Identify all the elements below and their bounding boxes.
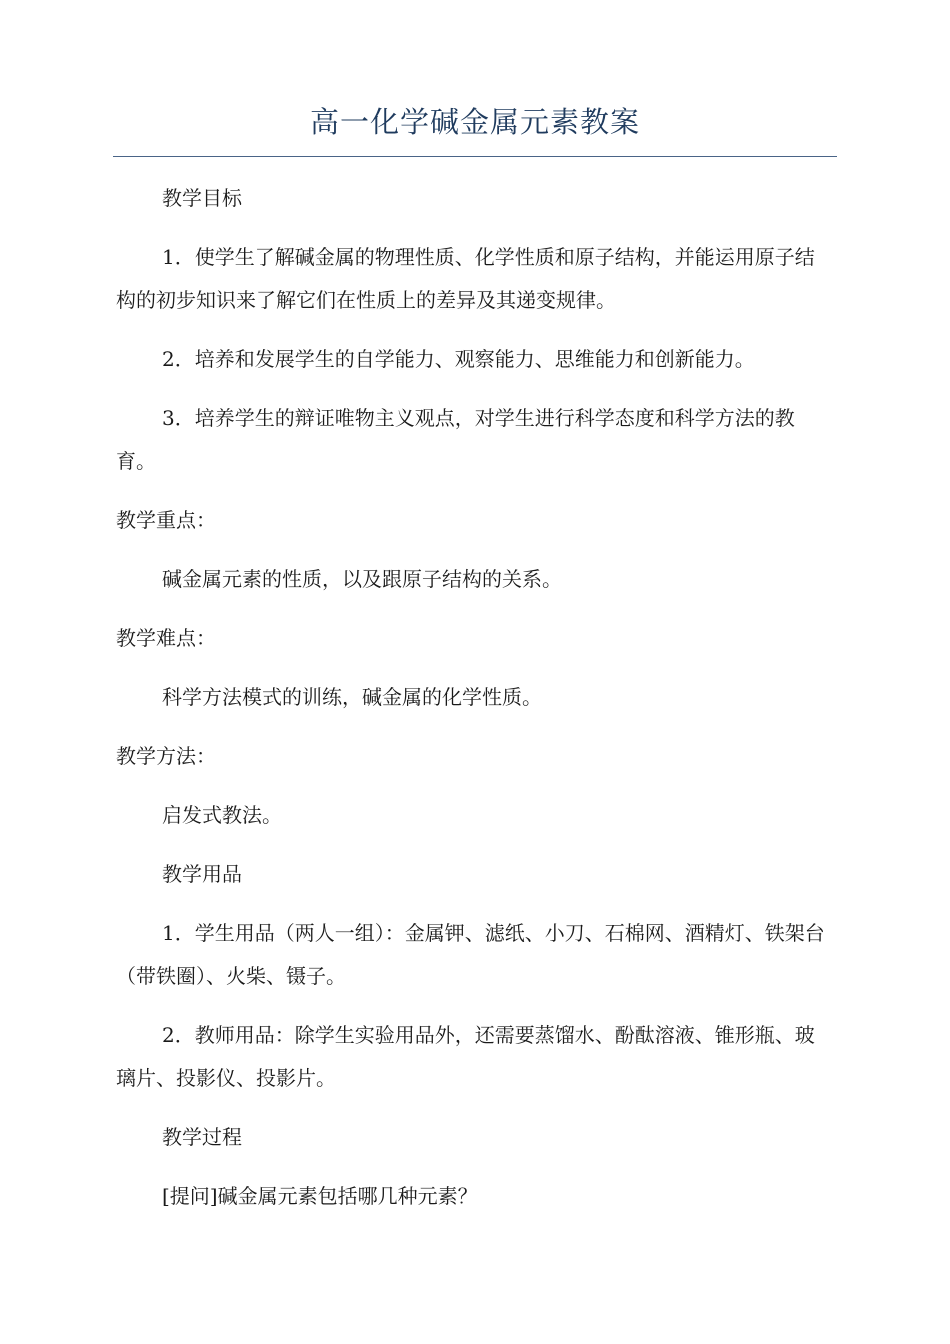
paragraph-teacher-materials: 2．教师用品：除学生实验用品外，还需要蒸馏水、酚酞溶液、锥形瓶、玻璃片、投影仪、投影片。 [116,1023,815,1090]
paragraph-difficulties-heading: 教学难点： [116,626,216,650]
paragraph-teaching-goals-heading: 教学目标 [162,186,242,210]
paragraph-goal-2: 2．培养和发展学生的自学能力、观察能力、思维能力和创新能力。 [162,347,755,371]
paragraph-materials-heading: 教学用品 [162,862,242,886]
paragraph-goal-1: 1．使学生了解碱金属的物理性质、化学性质和原子结构，并能运用原子结构的初步知识来了解它们在性质上的差异及其递变规律。 [116,245,815,312]
paragraph-methods: 启发式教法。 [162,803,282,827]
paragraph-methods-heading: 教学方法： [116,744,216,768]
paragraph-process-heading: 教学过程 [162,1125,242,1149]
paragraph-student-materials: 1．学生用品（两人一组）：金属钾、滤纸、小刀、石棉网、酒精灯、铁架台（带铁圈）、火柴、镊子。 [116,921,825,988]
document-title: 高一化学碱金属元素教案 [309,105,640,139]
paragraph-key-points: 碱金属元素的性质，以及跟原子结构的关系。 [162,567,562,591]
paragraph-question: [提问]碱金属元素包括哪几种元素？ [162,1184,478,1208]
document-body [116,170,828,1227]
paragraph-goal-3: 3．培养学生的辩证唯物主义观点，对学生进行科学态度和科学方法的教育。 [116,406,795,473]
paragraph-difficulties: 科学方法模式的训练，碱金属的化学性质。 [162,685,542,709]
title-divider [113,156,837,157]
paragraph-key-points-heading: 教学重点： [116,508,216,532]
